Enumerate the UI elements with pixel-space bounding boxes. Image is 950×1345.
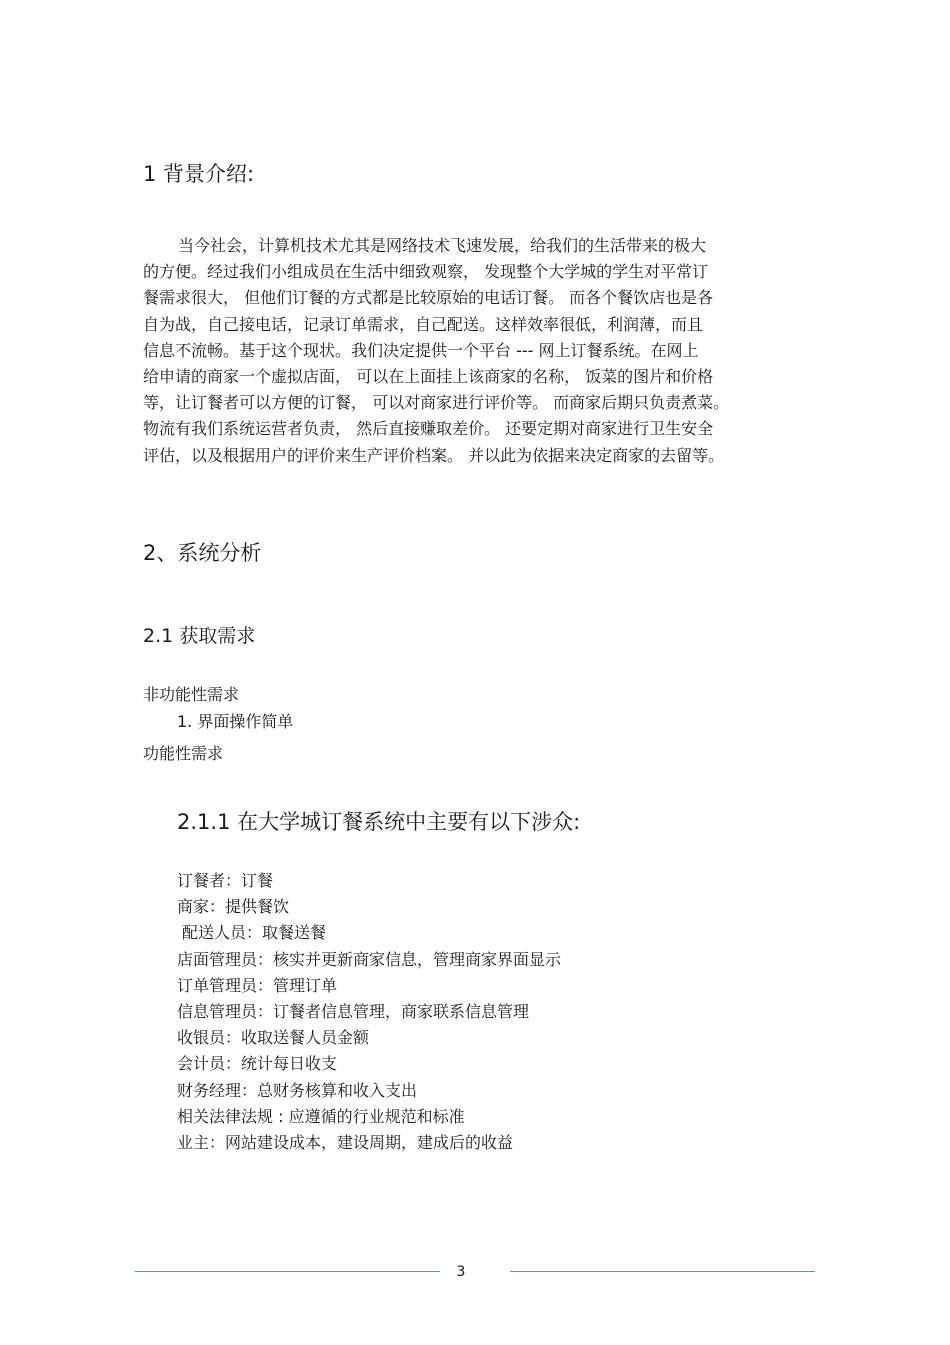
list-item: 订单管理员：管理订单 (177, 975, 338, 995)
list-item: 信息管理员：订餐者信息管理，商家联系信息管理 (177, 1001, 530, 1021)
background-paragraph (143, 233, 803, 469)
paragraph-line: 信息不流畅。基于这个现状。我们决定提供一个平台 --- 网上订餐系统。在网上 (143, 340, 699, 360)
footer-rule-left (135, 1271, 440, 1272)
page-number: 3 (456, 1264, 466, 1280)
nonfunctional-requirements-label: 非功能性需求 (143, 685, 240, 704)
paragraph-line: 餐需求很大， 但他们订餐的方式都是比较原始的电话订餐。 而各个餐饮店也是各 (143, 288, 714, 308)
paragraph-line: 给申请的商家一个虚拟店面， 可以在上面挂上该商家的名称， 饭菜的图片和价格 (143, 366, 714, 386)
stakeholder-list (177, 868, 797, 1156)
nonfunctional-requirement-item: 1. 界面操作简单 (177, 712, 294, 731)
list-item: 配送人员：取餐送餐 (182, 923, 327, 943)
list-item: 财务经理：总财务核算和收入支出 (177, 1080, 418, 1100)
paragraph-line: 的方便。经过我们小组成员在生活中细致观察， 发现整个大学城的学生对平常订 (143, 262, 709, 282)
section-1-heading: 1 背景介绍: (143, 162, 255, 186)
paragraph-line: 物流有我们系统运营者负责， 然后直接赚取差价。 还要定期对商家进行卫生安全 (143, 419, 714, 439)
list-item: 店面管理员：核实并更新商家信息，管理商家界面显示 (177, 949, 562, 969)
paragraph-line: 评估，以及根据用户的评价来生产评价档案。 并以此为依据来决定商家的去留等。 (143, 445, 725, 465)
footer-rule-right (510, 1271, 815, 1272)
list-item: 会计员：统计每日收支 (177, 1054, 338, 1074)
paragraph-line: 等，让订餐者可以方便的订餐， 可以对商家进行评价等。 而商家后期只负责煮菜。 (143, 393, 730, 413)
paragraph-line: 当今社会，计算机技术尤其是网络技术飞速发展，给我们的生活带来的极大 (178, 236, 707, 255)
section-2-1-1-heading: 2.1.1 在大学城订餐系统中主要有以下涉众: (177, 810, 581, 834)
paragraph-line: 自为战，自己接电话，记录订单需求，自己配送。这样效率很低，利润薄，而且 (143, 314, 704, 334)
list-item: 业主：网站建设成本，建设周期，建成后的收益 (177, 1132, 514, 1152)
list-item: 商家：提供餐饮 (177, 897, 290, 917)
list-item: 收银员：收取送餐人员金额 (177, 1028, 370, 1048)
section-2-heading: 2、系统分析 (143, 541, 262, 565)
functional-requirements-label: 功能性需求 (143, 744, 224, 763)
list-item: 相关法律法规 : 应遵循的行业规范和标准 (177, 1106, 465, 1126)
list-item: 订餐者：订餐 (177, 871, 274, 890)
section-2-1-heading: 2.1 获取需求 (143, 625, 256, 647)
